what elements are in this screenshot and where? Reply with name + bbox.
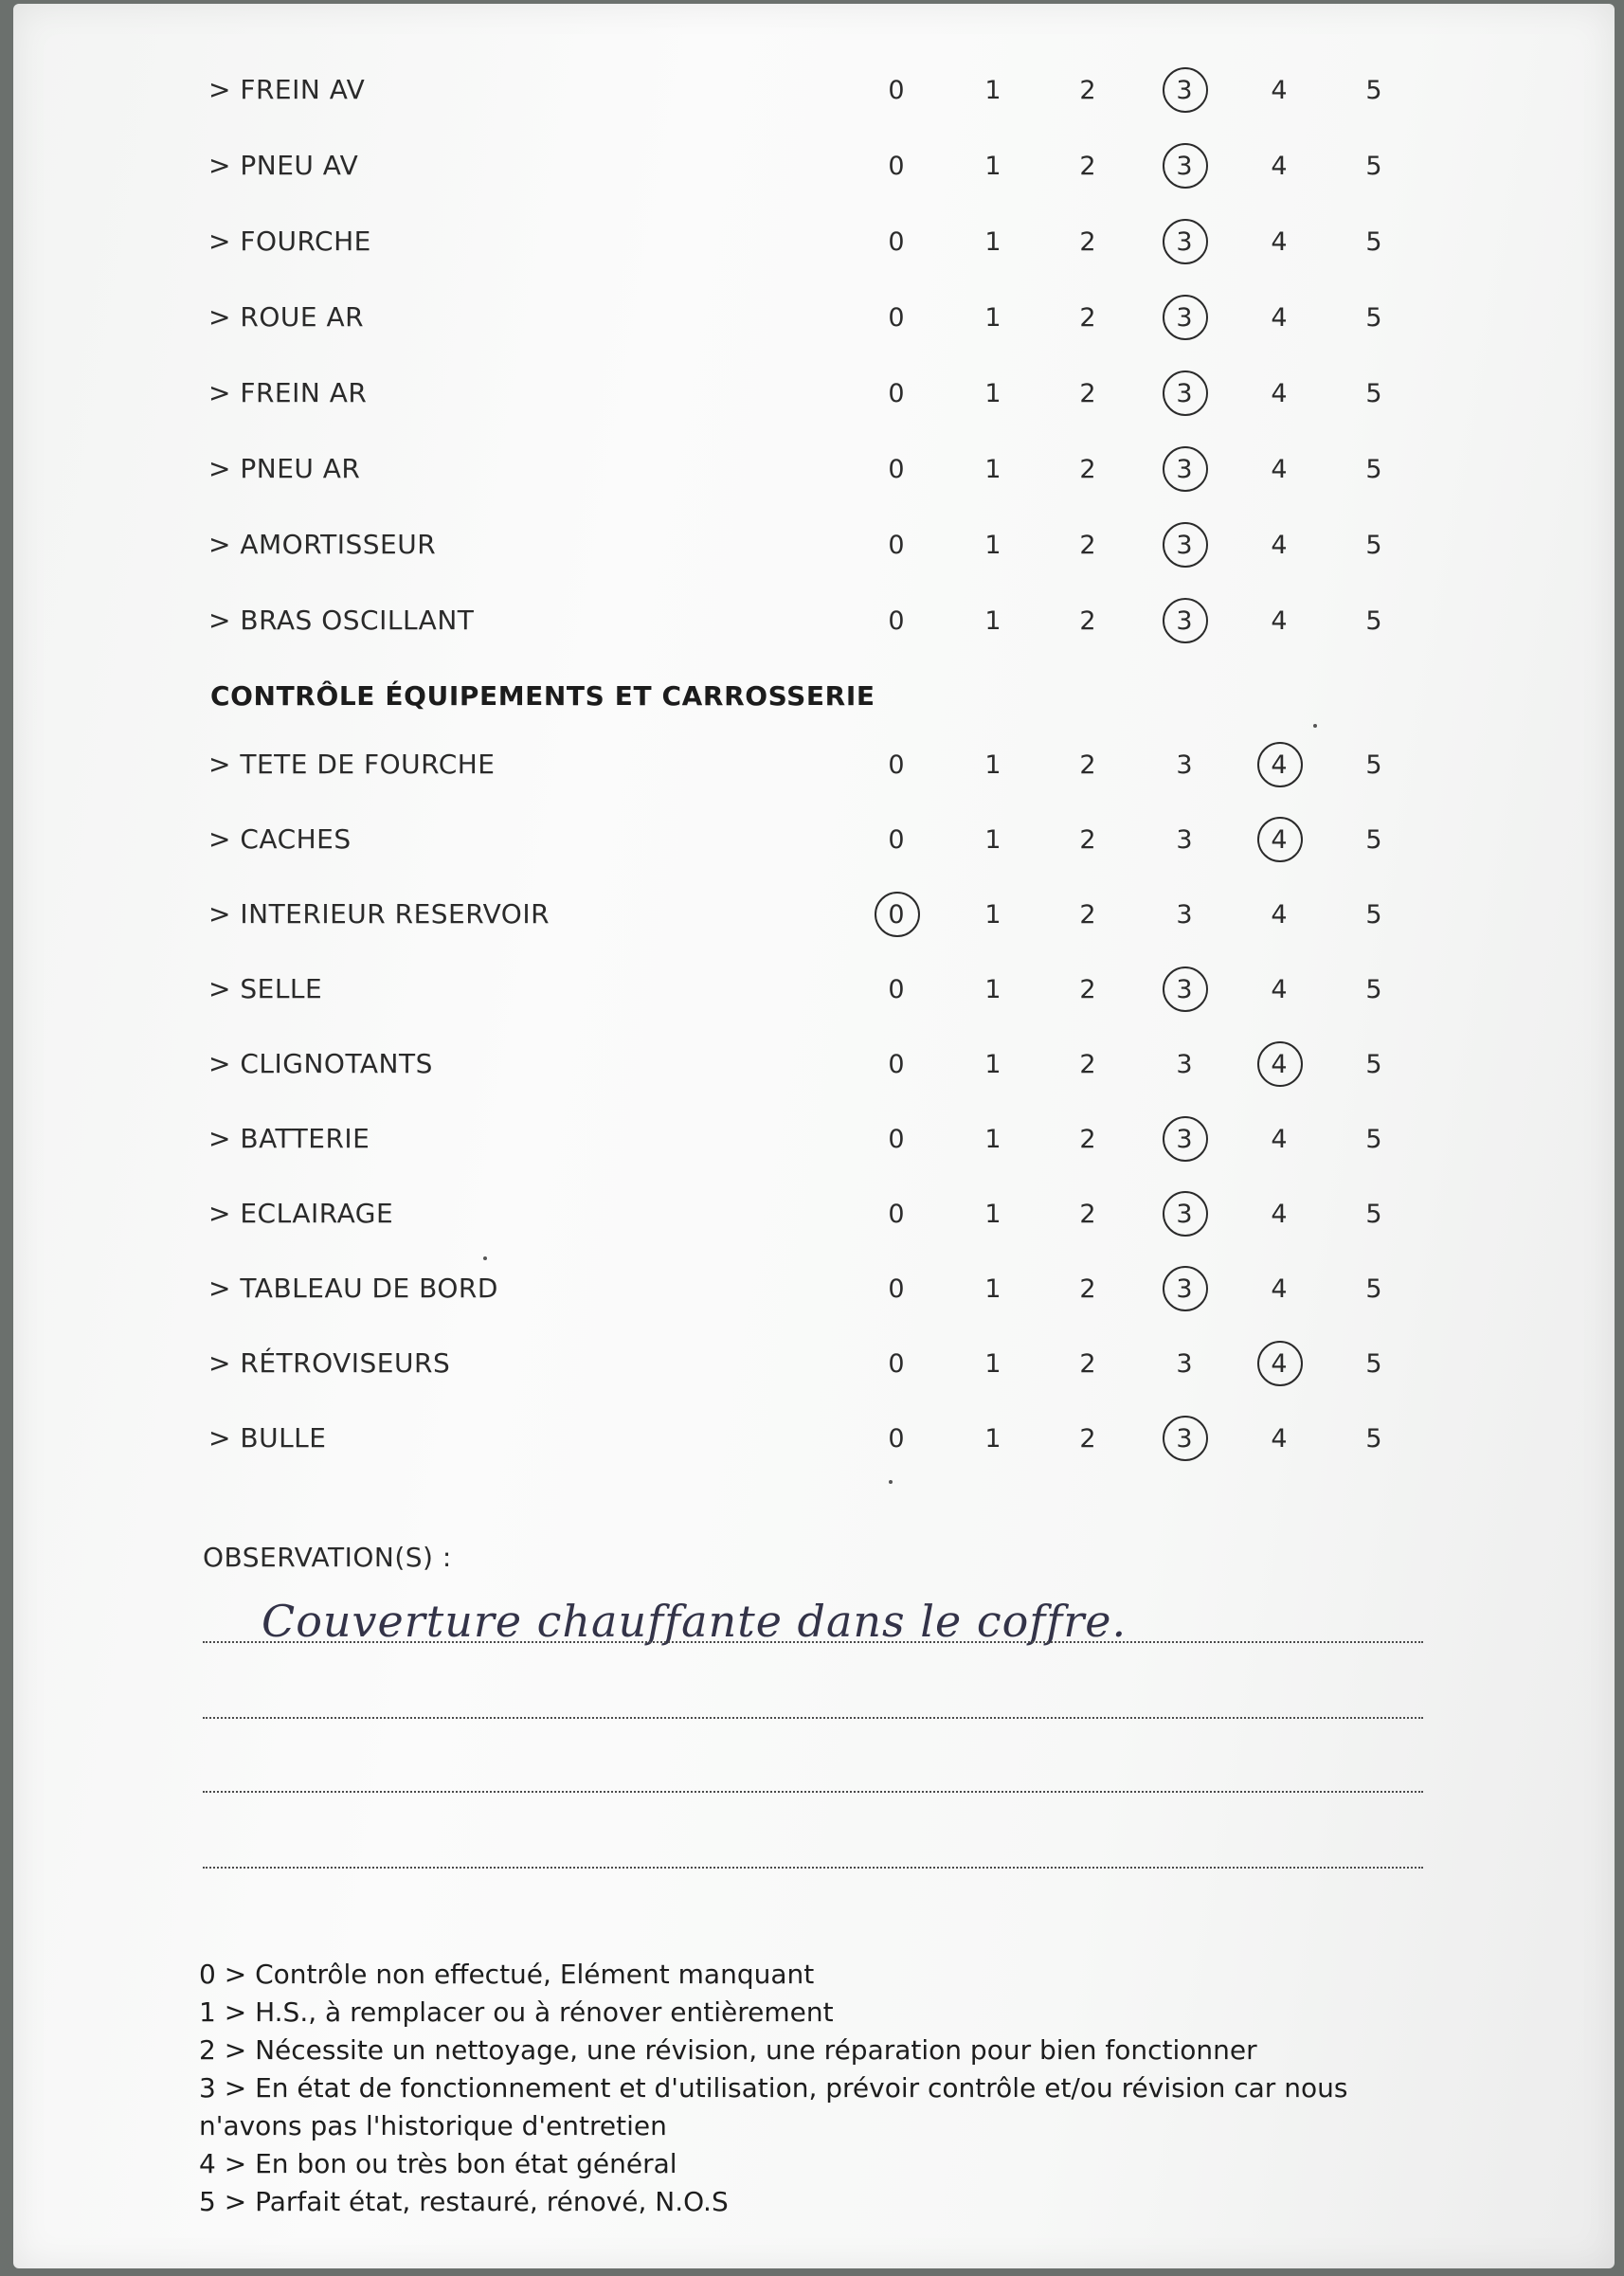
- score-option[interactable]: 2: [1079, 1050, 1096, 1079]
- checklist-row: [13, 1338, 1615, 1395]
- score-option[interactable]: 0: [888, 1349, 905, 1379]
- score-option[interactable]: 1: [984, 975, 1001, 1004]
- score-option[interactable]: 5: [1365, 975, 1382, 1004]
- score-circled[interactable]: 3: [1165, 152, 1203, 181]
- checklist-row-label: > PNEU AV: [208, 150, 359, 181]
- score-option[interactable]: 2: [1079, 1424, 1096, 1454]
- score-option[interactable]: 2: [1079, 227, 1096, 257]
- score-option[interactable]: 0: [888, 1424, 905, 1454]
- score-option[interactable]: 1: [984, 1200, 1001, 1229]
- score-option[interactable]: 2: [1079, 1349, 1096, 1379]
- score-option[interactable]: 2: [1079, 531, 1096, 560]
- score-option[interactable]: 5: [1365, 152, 1382, 181]
- checklist-row-label: > SELLE: [208, 973, 323, 1004]
- score-option[interactable]: 4: [1271, 379, 1288, 408]
- score-option[interactable]: 1: [984, 379, 1001, 408]
- checklist-row-label: > TETE DE FOURCHE: [208, 749, 496, 780]
- checklist-row: [13, 739, 1615, 796]
- checklist-row: [13, 1188, 1615, 1245]
- score-option[interactable]: 5: [1365, 379, 1382, 408]
- checklist-row-label: > TABLEAU DE BORD: [208, 1273, 498, 1304]
- legend-item-3: 3 > En état de fonctionnement et d'utilisation, prévoir contrôle et/ou révision car nous n'avons pas l'historique d'entretien: [199, 2072, 1348, 2141]
- score-circled[interactable]: 3: [1165, 975, 1203, 1004]
- observation-line: [203, 1717, 1423, 1719]
- score-option[interactable]: 1: [984, 750, 1001, 780]
- score-option[interactable]: 5: [1365, 227, 1382, 257]
- score-option[interactable]: 1: [984, 455, 1001, 484]
- checklist-row-label: > ECLAIRAGE: [208, 1198, 394, 1229]
- score-option[interactable]: 4: [1271, 152, 1288, 181]
- score-circled[interactable]: 3: [1165, 531, 1203, 560]
- score-option[interactable]: 4: [1271, 900, 1288, 930]
- score-option[interactable]: 0: [888, 825, 905, 855]
- score-option[interactable]: 1: [984, 1050, 1001, 1079]
- score-option[interactable]: 5: [1365, 531, 1382, 560]
- score-option[interactable]: 0: [888, 455, 905, 484]
- checklist-row: [13, 814, 1615, 871]
- score-option[interactable]: 5: [1365, 1349, 1382, 1379]
- score-option[interactable]: 4: [1271, 1200, 1288, 1229]
- score-option[interactable]: 2: [1079, 152, 1096, 181]
- observation-line: [203, 1641, 1423, 1643]
- score-option[interactable]: 1: [984, 303, 1001, 333]
- score-option[interactable]: 0: [888, 1050, 905, 1079]
- speck-mark: [889, 1480, 893, 1484]
- legend-item-2: 2 > Nécessite un nettoyage, une révision, une réparation pour bien fonctionner: [199, 2034, 1257, 2066]
- checklist-row-label: > BULLE: [208, 1422, 327, 1454]
- score-option[interactable]: 4: [1271, 76, 1288, 105]
- score-option[interactable]: 1: [984, 1125, 1001, 1154]
- checklist-row: [13, 964, 1615, 1021]
- checklist-row-label: > BATTERIE: [208, 1123, 370, 1154]
- score-circled[interactable]: 3: [1165, 379, 1203, 408]
- score-option[interactable]: 4: [1271, 303, 1288, 333]
- checklist-row-label: > FREIN AR: [208, 377, 368, 408]
- score-option[interactable]: 0: [888, 531, 905, 560]
- score-option[interactable]: 5: [1365, 1424, 1382, 1454]
- score-option[interactable]: 0: [888, 1125, 905, 1154]
- score-circled[interactable]: 4: [1260, 750, 1298, 780]
- checklist-row-label: > RÉTROVISEURS: [208, 1347, 451, 1379]
- score-option[interactable]: 1: [984, 152, 1001, 181]
- score-circled[interactable]: 3: [1165, 76, 1203, 105]
- score-option[interactable]: 4: [1271, 1274, 1288, 1304]
- checklist-row: [13, 216, 1615, 273]
- score-option[interactable]: 1: [984, 825, 1001, 855]
- score-option[interactable]: 4: [1271, 531, 1288, 560]
- checklist-row: [13, 292, 1615, 349]
- score-circled[interactable]: 3: [1165, 1424, 1203, 1454]
- score-option[interactable]: 5: [1365, 1200, 1382, 1229]
- legend-item-5: 5 > Parfait état, restauré, rénové, N.O.S: [199, 2186, 729, 2217]
- checklist-row: [13, 519, 1615, 576]
- checklist-row-label: > CLIGNOTANTS: [208, 1048, 433, 1079]
- checklist-row: [13, 1113, 1615, 1170]
- score-option[interactable]: 3: [1176, 1349, 1193, 1379]
- score-option[interactable]: 1: [984, 76, 1001, 105]
- score-option[interactable]: 5: [1365, 1125, 1382, 1154]
- score-option[interactable]: 2: [1079, 76, 1096, 105]
- score-option[interactable]: 4: [1271, 975, 1288, 1004]
- score-option[interactable]: 5: [1365, 1274, 1382, 1304]
- checklist-row: [13, 140, 1615, 197]
- score-option[interactable]: 0: [888, 1274, 905, 1304]
- checklist-row-label: > CACHES: [208, 823, 352, 855]
- score-option[interactable]: 5: [1365, 303, 1382, 333]
- score-option[interactable]: 5: [1365, 825, 1382, 855]
- observation-line: [203, 1867, 1423, 1869]
- checklist-row-label: > INTERIEUR RESERVOIR: [208, 898, 550, 930]
- score-option[interactable]: 2: [1079, 750, 1096, 780]
- checklist-row-label: > FREIN AV: [208, 74, 366, 105]
- score-option[interactable]: 5: [1365, 750, 1382, 780]
- checklist-row-label: > ROUE AR: [208, 301, 365, 333]
- score-circled[interactable]: 0: [877, 900, 915, 930]
- observations-handwritten-text: Couverture chauffante dans le coffre.: [262, 1596, 1128, 1647]
- speck-mark: [1313, 724, 1317, 728]
- score-option[interactable]: 4: [1271, 606, 1288, 636]
- score-option[interactable]: 0: [888, 750, 905, 780]
- checklist-row: [13, 64, 1615, 121]
- score-option[interactable]: 2: [1079, 379, 1096, 408]
- legend-item-0: 0 > Contrôle non effectué, Elément manquant: [199, 1959, 815, 1990]
- checklist-row: [13, 1263, 1615, 1320]
- score-option[interactable]: 0: [888, 379, 905, 408]
- score-option[interactable]: 3: [1176, 900, 1193, 930]
- score-option[interactable]: 5: [1365, 455, 1382, 484]
- score-legend: [199, 1956, 1431, 2221]
- score-option[interactable]: 2: [1079, 1274, 1096, 1304]
- score-option[interactable]: 0: [888, 76, 905, 105]
- score-option[interactable]: 2: [1079, 606, 1096, 636]
- score-option[interactable]: 0: [888, 303, 905, 333]
- score-option[interactable]: 4: [1271, 1125, 1288, 1154]
- score-option[interactable]: 4: [1271, 1424, 1288, 1454]
- score-option[interactable]: 2: [1079, 303, 1096, 333]
- legend-item-1: 1 > H.S., à remplacer ou à rénover entièrement: [199, 1996, 834, 2028]
- score-option[interactable]: 3: [1176, 825, 1193, 855]
- score-option[interactable]: 4: [1271, 455, 1288, 484]
- checklist-row: [13, 443, 1615, 500]
- checklist-row-label: > PNEU AR: [208, 453, 361, 484]
- score-option[interactable]: 0: [888, 152, 905, 181]
- speck-mark: [483, 1256, 487, 1260]
- score-option[interactable]: 1: [984, 531, 1001, 560]
- observations-label: OBSERVATION(S) :: [203, 1542, 452, 1573]
- score-circled[interactable]: 3: [1165, 1125, 1203, 1154]
- score-option[interactable]: 1: [984, 1424, 1001, 1454]
- checklist-row: [13, 889, 1615, 946]
- legend-item-4: 4 > En bon ou très bon état général: [199, 2148, 677, 2179]
- score-option[interactable]: 5: [1365, 76, 1382, 105]
- score-option[interactable]: 0: [888, 606, 905, 636]
- inspection-sheet: [13, 4, 1615, 2268]
- score-circled[interactable]: 4: [1260, 1050, 1298, 1079]
- score-option[interactable]: 2: [1079, 455, 1096, 484]
- score-option[interactable]: 0: [888, 227, 905, 257]
- score-option[interactable]: 1: [984, 606, 1001, 636]
- checklist-row: [13, 1039, 1615, 1095]
- score-option[interactable]: 3: [1176, 1050, 1193, 1079]
- score-option[interactable]: 3: [1176, 750, 1193, 780]
- checklist-row: [13, 368, 1615, 424]
- score-option[interactable]: 4: [1271, 227, 1288, 257]
- score-option[interactable]: 2: [1079, 1125, 1096, 1154]
- score-circled[interactable]: 3: [1165, 1200, 1203, 1229]
- score-option[interactable]: 2: [1079, 900, 1096, 930]
- checklist-row: [13, 595, 1615, 652]
- score-circled[interactable]: 3: [1165, 606, 1203, 636]
- checklist-row-label: > AMORTISSEUR: [208, 529, 437, 560]
- score-circled[interactable]: 3: [1165, 1274, 1203, 1304]
- score-option[interactable]: 1: [984, 1274, 1001, 1304]
- score-option[interactable]: 5: [1365, 1050, 1382, 1079]
- score-option[interactable]: 1: [984, 227, 1001, 257]
- score-circled[interactable]: 4: [1260, 1349, 1298, 1379]
- score-option[interactable]: 1: [984, 900, 1001, 930]
- score-option[interactable]: 2: [1079, 1200, 1096, 1229]
- score-circled[interactable]: 3: [1165, 303, 1203, 333]
- section-heading-equipment: CONTRÔLE ÉQUIPEMENTS ET CARROSSERIE: [210, 680, 875, 712]
- score-circled[interactable]: 4: [1260, 825, 1298, 855]
- checklist-row-label: > BRAS OSCILLANT: [208, 605, 475, 636]
- observation-line: [203, 1791, 1423, 1793]
- checklist-row-label: > FOURCHE: [208, 226, 371, 257]
- score-circled[interactable]: 3: [1165, 227, 1203, 257]
- score-option[interactable]: 5: [1365, 900, 1382, 930]
- score-option[interactable]: 0: [888, 975, 905, 1004]
- score-option[interactable]: 2: [1079, 825, 1096, 855]
- score-option[interactable]: 5: [1365, 606, 1382, 636]
- score-option[interactable]: 1: [984, 1349, 1001, 1379]
- checklist-row: [13, 1413, 1615, 1470]
- score-circled[interactable]: 3: [1165, 455, 1203, 484]
- score-option[interactable]: 2: [1079, 975, 1096, 1004]
- score-option[interactable]: 0: [888, 1200, 905, 1229]
